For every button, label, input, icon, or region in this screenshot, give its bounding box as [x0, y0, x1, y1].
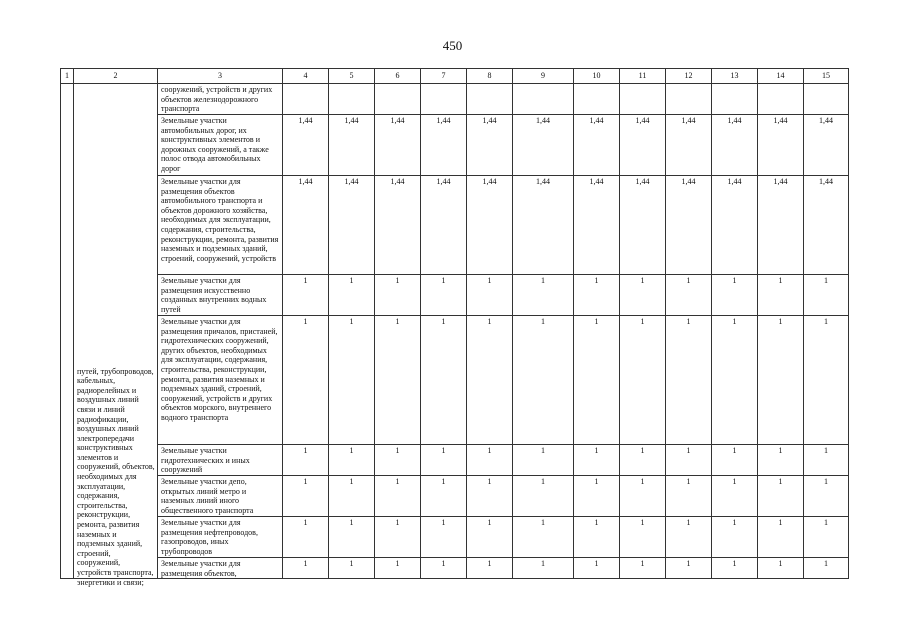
coefficient-cell: 1	[804, 517, 849, 558]
coefficient-cell: 1	[804, 476, 849, 517]
coefficient-cell: 1,44	[375, 176, 421, 275]
coefficient-cell: 1	[513, 558, 574, 579]
coefficient-cell: 1	[712, 476, 758, 517]
coefficient-cell: 1	[620, 558, 666, 579]
coefficient-cell: 1,44	[620, 176, 666, 275]
coefficient-cell: 1	[620, 445, 666, 476]
coefficient-cell	[421, 84, 467, 115]
coefficient-cell: 1	[329, 558, 375, 579]
coefficient-cell: 1,44	[513, 115, 574, 176]
coefficient-cell: 1,44	[712, 176, 758, 275]
page-number: 450	[442, 38, 463, 53]
header-row	[61, 69, 849, 84]
coefficient-cell: 1,44	[513, 176, 574, 275]
coefficient-cell: 1	[283, 316, 329, 445]
land-plot-description: Земельные участки для размещения причалов, пристаней, гидротехнических сооружений, других объектов, необходимых для эксплуатации, содержания, строительства, реконструкции, ремонта, развития наземных и подземных зданий, строений, сооружений, устройств и других объектов морского, внутреннего водного транспорта	[158, 316, 283, 445]
coefficient-cell: 1	[467, 275, 513, 316]
coefficient-cell: 1	[758, 517, 804, 558]
coefficient-cell: 1	[421, 476, 467, 517]
table-row	[61, 316, 849, 445]
coefficient-cell: 1,44	[375, 115, 421, 176]
coefficient-cell: 1	[666, 275, 712, 316]
land-plot-description: Земельные участки гидротехнических и иных сооружений	[158, 445, 283, 476]
header-cell: 15	[804, 69, 849, 84]
coefficient-cell: 1,44	[421, 176, 467, 275]
coefficient-cell: 1	[574, 445, 620, 476]
header-cell: 7	[421, 69, 467, 84]
coefficient-cell: 1	[620, 316, 666, 445]
coefficient-cell: 1,44	[467, 176, 513, 275]
coefficient-cell: 1	[804, 275, 849, 316]
coefficient-cell: 1	[620, 275, 666, 316]
coefficient-cell	[574, 84, 620, 115]
coefficient-cell: 1,44	[421, 115, 467, 176]
coefficient-cell: 1,44	[620, 115, 666, 176]
coefficient-cell: 1	[574, 517, 620, 558]
coefficient-cell: 1	[758, 275, 804, 316]
coefficient-cell: 1,44	[283, 176, 329, 275]
coefficient-cell: 1	[666, 517, 712, 558]
coefficient-cell: 1	[513, 316, 574, 445]
coefficient-cell: 1	[804, 558, 849, 579]
land-plot-description: Земельные участки депо, открытых линий метро и наземных линий иного общественного транспорта	[158, 476, 283, 517]
coefficient-cell: 1,44	[758, 115, 804, 176]
coefficient-cell: 1	[329, 316, 375, 445]
coefficient-cell: 1	[513, 476, 574, 517]
header-cell: 3	[158, 69, 283, 84]
coefficient-cell	[283, 84, 329, 115]
row-number-cell	[61, 84, 74, 579]
coefficient-cell: 1	[467, 517, 513, 558]
coefficient-cell: 1	[329, 517, 375, 558]
coefficient-cell	[758, 84, 804, 115]
coefficient-cell: 1	[283, 517, 329, 558]
coefficient-cell: 1	[329, 476, 375, 517]
header-cell: 8	[467, 69, 513, 84]
header-cell: 2	[74, 69, 158, 84]
header-cell: 13	[712, 69, 758, 84]
coefficient-cell: 1,44	[804, 176, 849, 275]
table-row	[61, 558, 849, 579]
coefficient-cell: 1,44	[804, 115, 849, 176]
coefficient-cell: 1	[421, 445, 467, 476]
coefficient-cell: 1	[804, 316, 849, 445]
category-cell	[74, 84, 158, 587]
coefficient-cell: 1	[758, 445, 804, 476]
coefficient-cell: 1	[467, 476, 513, 517]
coefficient-cell: 1,44	[574, 115, 620, 176]
coefficient-cell	[804, 84, 849, 115]
coefficient-cell: 1	[574, 275, 620, 316]
table-row	[61, 275, 849, 316]
coefficient-cell	[620, 84, 666, 115]
coefficient-cell: 1,44	[283, 115, 329, 176]
header-cell: 5	[329, 69, 375, 84]
coefficient-cell: 1	[712, 517, 758, 558]
coefficient-cell: 1,44	[329, 115, 375, 176]
land-plot-description: Земельные участки для размещения объектов автомобильного транспорта и объектов дорожного хозяйства, необходимых для эксплуатации, содержания, строительства, реконструкции, ремонта, развития наземных и подземных зданий, строений, сооружений, устройств	[158, 176, 283, 275]
coefficient-cell: 1	[421, 275, 467, 316]
land-plot-description: Земельные участки автомобильных дорог, их конструктивных элементов и дорожных сооружений, а также полос отвода автомобильных дорог	[158, 115, 283, 176]
coefficient-cell: 1	[712, 316, 758, 445]
header-cell: 9	[513, 69, 574, 84]
coefficient-cell: 1	[804, 445, 849, 476]
coefficient-cell: 1	[375, 476, 421, 517]
coefficient-cell: 1	[375, 316, 421, 445]
coefficient-cell: 1	[712, 558, 758, 579]
coefficient-cell: 1	[712, 445, 758, 476]
table-row	[61, 445, 849, 476]
table-row	[61, 176, 849, 275]
table-row	[61, 84, 849, 115]
header-cell: 4	[283, 69, 329, 84]
land-plot-description: сооружений, устройств и других объектов железнодорожного транспорта	[158, 84, 283, 115]
coefficient-cell: 1,44	[467, 115, 513, 176]
coefficient-cell: 1	[283, 476, 329, 517]
coefficient-cell: 1	[620, 517, 666, 558]
land-plot-description: Земельные участки для размещения нефтепроводов, газопроводов, иных трубопроводов	[158, 517, 283, 558]
coefficient-cell: 1	[375, 558, 421, 579]
coefficient-cell: 1	[666, 476, 712, 517]
land-plot-description: Земельные участки для размещения искусственно созданных внутренних водных путей	[158, 275, 283, 316]
table-row	[61, 517, 849, 558]
coefficient-cell: 1	[666, 316, 712, 445]
coefficient-cell: 1	[467, 558, 513, 579]
coefficient-cell: 1,44	[574, 176, 620, 275]
coefficient-cell: 1	[758, 558, 804, 579]
coefficient-cell	[712, 84, 758, 115]
header-cell: 6	[375, 69, 421, 84]
land-plot-description: Земельные участки для размещения объектов,	[158, 558, 283, 579]
coefficient-cell: 1,44	[666, 176, 712, 275]
coefficient-cell: 1	[375, 517, 421, 558]
coefficient-cell: 1	[375, 445, 421, 476]
coefficient-cell	[329, 84, 375, 115]
header-cell: 12	[666, 69, 712, 84]
coefficient-cell: 1	[712, 275, 758, 316]
coefficient-cell: 1	[513, 275, 574, 316]
coefficient-cell: 1	[574, 558, 620, 579]
coefficient-cell: 1,44	[712, 115, 758, 176]
coefficient-cell	[375, 84, 421, 115]
header-cell: 14	[758, 69, 804, 84]
coefficient-cell: 1	[513, 517, 574, 558]
coefficient-cell: 1	[375, 275, 421, 316]
coefficient-cell: 1	[329, 275, 375, 316]
coefficient-cell	[467, 84, 513, 115]
coefficient-cell	[513, 84, 574, 115]
coefficient-cell: 1,44	[329, 176, 375, 275]
coefficient-cell: 1,44	[666, 115, 712, 176]
coefficient-cell: 1	[620, 476, 666, 517]
coefficient-cell: 1	[283, 558, 329, 579]
coefficient-cell: 1	[467, 445, 513, 476]
coefficient-cell: 1	[421, 517, 467, 558]
header-cell: 10	[574, 69, 620, 84]
coefficient-cell: 1	[666, 445, 712, 476]
coefficient-cell: 1,44	[758, 176, 804, 275]
coefficient-cell: 1	[574, 476, 620, 517]
coefficient-cell: 1	[421, 558, 467, 579]
coefficient-cell: 1	[329, 445, 375, 476]
coefficient-cell: 1	[283, 275, 329, 316]
table-row	[61, 115, 849, 176]
header-cell: 11	[620, 69, 666, 84]
coefficient-cell: 1	[467, 316, 513, 445]
coefficient-cell: 1	[283, 445, 329, 476]
coefficient-cell: 1	[513, 445, 574, 476]
coefficient-cell: 1	[758, 316, 804, 445]
coefficient-cell: 1	[666, 558, 712, 579]
table-row	[61, 476, 849, 517]
coefficient-cell	[666, 84, 712, 115]
category-text: путей, трубопроводов, кабельных, радиорелейных и воздушных линий связи и линий радиофикации, воздушных линий электропередачи конструктивных элементов и сооружений, объектов, необходимых для эксплуатации, содержания, строительства, реконструкции, ремонта, развития наземных и подземных зданий, строений, сооружений, устройств транспорта, энергетики и связи;	[77, 366, 155, 587]
coefficient-cell: 1	[421, 316, 467, 445]
coefficient-cell: 1	[758, 476, 804, 517]
coefficient-cell: 1	[574, 316, 620, 445]
header-cell: 1	[61, 69, 74, 84]
coefficients-table	[60, 68, 849, 587]
